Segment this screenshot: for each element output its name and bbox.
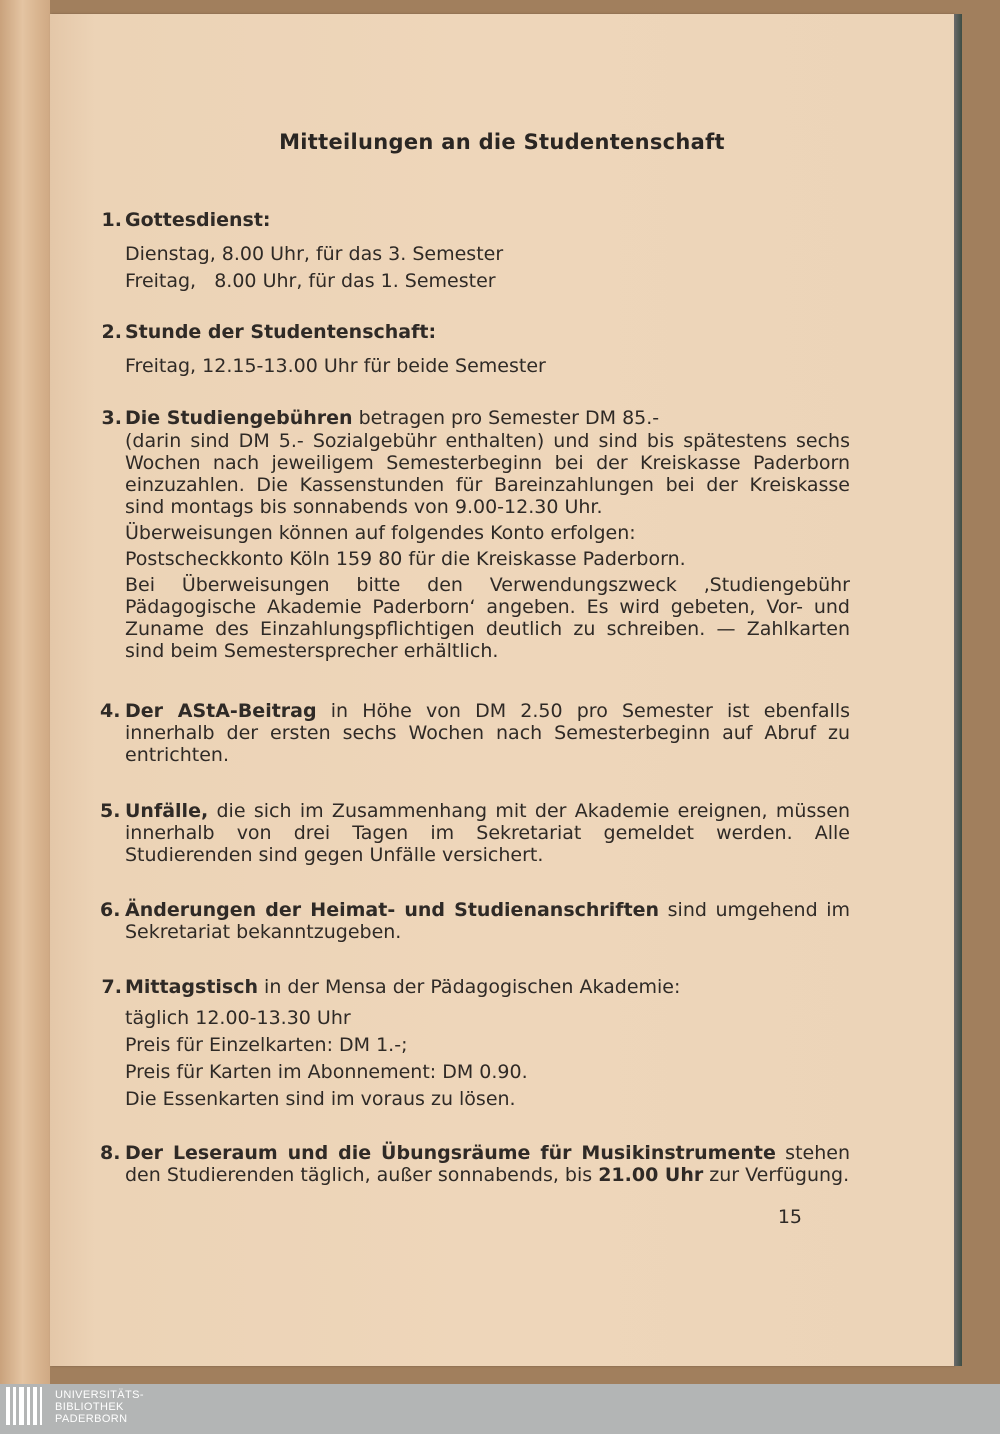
price-single: Preis für Einzelkarten: DM 1.-;	[125, 1034, 408, 1056]
book-spine	[0, 0, 50, 1384]
section-heading-rest: in der Mensa der Pädagogischen Akademie:	[258, 976, 681, 998]
section-number: 1.	[101, 209, 122, 231]
library-name-line: PADERBORN	[55, 1413, 128, 1425]
section-studiengebuehren	[100, 407, 850, 662]
account-line: Postscheckkonto Köln 159 80 für die Kreiskasse Paderborn.	[125, 548, 686, 570]
closing-time: 21.00 Uhr	[598, 1164, 704, 1186]
section-text: in Höhe von DM 2.50 pro Semester ist ebenfalls innerhalb der ersten sechs Wochen nach Semesterbeginn auf Abruf zu entrichten.	[125, 700, 850, 766]
library-name-line: BIBLIOTHEK	[55, 1401, 124, 1413]
section-heading: Gottesdienst:	[125, 209, 271, 231]
section-heading: Der AStA-Beitrag	[125, 700, 317, 722]
stunde-line: Freitag, 12.15-13.00 Uhr für beide Semester	[125, 355, 546, 377]
section-heading: Unfälle,	[125, 800, 209, 822]
section-aenderungen	[100, 899, 850, 943]
section-leseraum	[100, 1142, 850, 1186]
section-text: zur Verfügung.	[703, 1164, 850, 1186]
library-name	[55, 1389, 144, 1425]
section-number: 6.	[100, 899, 121, 921]
section-heading: Änderungen der Heimat- und Studienanschriften	[125, 899, 660, 921]
section-text: stehen den Studierenden täglich, außer sonnabends, bis	[125, 1142, 850, 1186]
section-stunde	[100, 321, 850, 377]
library-footer	[0, 1384, 1000, 1434]
section-heading: Die Studiengebühren	[125, 407, 353, 429]
page-number: 15	[777, 1206, 802, 1228]
service-line: Dienstag, 8.00 Uhr, für das 3. Semester	[125, 243, 504, 265]
document-page	[50, 14, 954, 1366]
section-mittagstisch	[100, 976, 850, 1110]
page-title: Mitteilungen an die Studentenschaft	[279, 130, 725, 154]
section-number: 5.	[100, 800, 121, 822]
meal-ticket-note: Die Essenkarten sind im voraus zu lösen.	[125, 1088, 516, 1110]
fee-paragraph: (darin sind DM 5.- Sozialgebühr enthalten) und sind bis spätestens sechs Wochen nach jeweiligem Semesterbeginn bei der Kreiskasse Paderborn einzuzahlen. Die Kassenstunden für Bareinzahlungen bei der Kreiskasse sind montags bis sonnabends von 9.00-12.30 Uhr.	[125, 430, 850, 518]
price-subscription: Preis für Karten im Abonnement: DM 0.90.	[125, 1061, 528, 1083]
section-heading: Stunde der Studentenschaft:	[125, 321, 437, 343]
page-edge	[954, 14, 962, 1366]
library-name-line: UNIVERSITÄTS-	[55, 1389, 144, 1401]
transfer-paragraph: Bei Überweisungen bitte den Verwendungszweck ‚Studiengebühr Pädagogische Akademie Paderborn‘ angeben. Es wird gebeten, Vor- und Zuname des Einzahlungspflichtigen deutlich zu schreiben. — Zahlkarten sind beim Semestersprecher erhältlich.	[125, 574, 850, 662]
section-asta	[100, 700, 850, 766]
section-unfaelle	[100, 800, 850, 866]
section-number: 8.	[100, 1142, 121, 1164]
section-number: 4.	[100, 700, 121, 722]
section-gottesdienst	[100, 209, 850, 292]
section-text: die sich im Zusammenhang mit der Akademie ereignen, müssen innerhalb von drei Tagen im Sekretariat gemeldet werden. Alle Studierenden sind gegen Unfälle versichert.	[125, 800, 850, 866]
transfer-line: Überweisungen können auf folgendes Konto erfolgen:	[125, 522, 636, 544]
page-content	[50, 14, 954, 1366]
mensa-hours: täglich 12.00-13.30 Uhr	[125, 1007, 351, 1029]
library-logo-icon	[6, 1387, 46, 1431]
section-heading: Mittagstisch	[125, 976, 259, 998]
section-number: 7.	[101, 976, 122, 998]
section-number: 2.	[101, 321, 122, 343]
section-heading-rest: betragen pro Semester DM 85.-	[352, 407, 660, 429]
section-number: 3.	[101, 407, 122, 429]
section-text: sind umgehend im Sekretariat bekanntzugeben.	[125, 899, 850, 943]
service-line: Freitag, 8.00 Uhr, für das 1. Semester	[125, 270, 496, 292]
section-heading: Der Leseraum und die Übungsräume für Musikinstrumente	[125, 1142, 776, 1164]
